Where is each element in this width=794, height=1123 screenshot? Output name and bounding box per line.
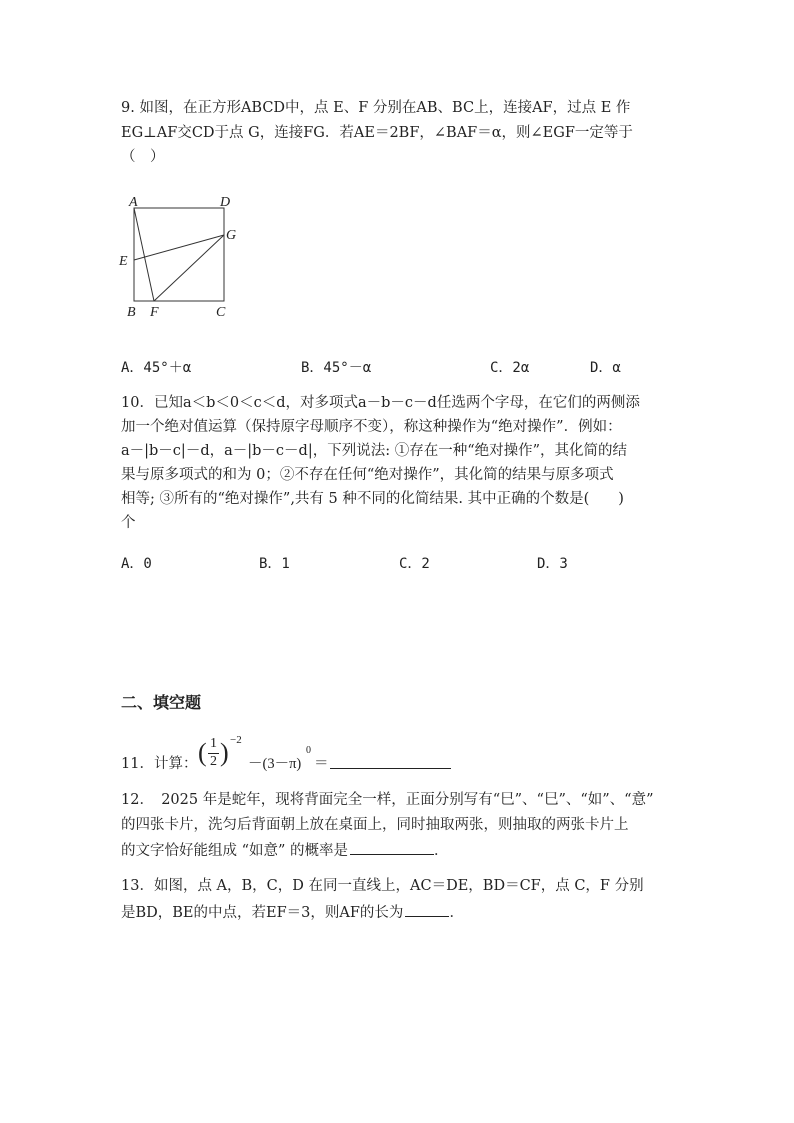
label-a: A (129, 195, 138, 210)
q12-line-3-text: 的文字恰好能组成 “如意” 的概率是 (121, 843, 349, 859)
q12-line-2: 的四张卡片，洗匀后背面朝上放在桌面上，同时抽取两张，则抽取的两张卡片上 (121, 817, 629, 833)
q11-rest: －(3－π) (248, 756, 302, 772)
q13-answer-blank[interactable] (405, 901, 449, 917)
q12-line-1: 12． 2025 年是蛇年，现将背面完全一样，正面分别写有“巳”、“巳”、“如”、“意” (121, 792, 654, 808)
q12-answer-blank[interactable] (350, 839, 434, 855)
q9-option-d[interactable]: D．α (590, 360, 621, 376)
q13-line-2-text: 是BD，BE的中点，若EF＝3，则AF的长为 (121, 905, 404, 921)
label-d: D (220, 195, 231, 210)
q9-line-2: EG⊥AF交CD于点 G，连接FG．若AE＝2BF，∠BAF＝α，则∠EGF一定等于 (121, 125, 633, 141)
q11-left-paren: ( (198, 738, 207, 767)
section-title-fill-blank: 二、填空题 (121, 693, 202, 712)
label-c: C (216, 305, 226, 320)
q10-option-c[interactable]: C．2 (399, 556, 430, 572)
segment-af (134, 208, 154, 301)
q9-option-c[interactable]: C．2α (490, 360, 530, 376)
label-g: G (226, 228, 237, 243)
q11-right-paren: ) (220, 738, 229, 767)
q10-option-b[interactable]: B．1 (259, 556, 290, 572)
q9-square-figure (112, 192, 252, 322)
q13-line-2-end: ． (449, 905, 464, 921)
q10-line-5: 相等; ③所有的“绝对操作”,共有 5 种不同的化简结果. 其中正确的个数是( ) (121, 491, 624, 507)
q10-line-3: a－|b－c|－d，a－|b－c－d|，下列说法: ①存在一种“绝对操作”，其化简的结 (121, 443, 628, 459)
q10-option-a[interactable]: A．0 (121, 556, 152, 572)
q11-frac-den: 2 (210, 754, 217, 769)
q9-line-1: 9. 如图，在正方形ABCD中，点 E、F 分别在AB、BC上，连接AF，过点 E 作 (121, 100, 631, 116)
square-abcd (134, 208, 224, 301)
q9-option-a[interactable]: A．45°＋α (121, 360, 192, 376)
q10-line-4: 果与原多项式的和为 0；②不存在任何“绝对操作”，其化简的结果与原多项式 (121, 467, 614, 483)
q10-line-6: 个 (121, 515, 136, 531)
q12-line-3 (121, 839, 449, 861)
q11-exponent: −2 (230, 734, 242, 746)
q11-prefix: 11．计算： (121, 756, 198, 772)
q11-answer-blank[interactable] (330, 753, 451, 769)
q10-option-d[interactable]: D．3 (537, 556, 568, 572)
q9-option-b[interactable]: B．45°－α (301, 360, 372, 376)
q12-line-3-end: ． (434, 843, 449, 859)
q11-equals: ＝ (314, 756, 329, 772)
label-e: E (119, 254, 128, 269)
q13-line-2 (121, 901, 464, 923)
label-b: B (127, 305, 136, 320)
q10-line-1: 10．已知a＜b＜0＜c＜d，对多项式a－b－c－d任选两个字母，在它们的两侧添 (121, 395, 640, 411)
q10-line-2: 加一个绝对值运算（保持原字母顺序不变），称这种操作为“绝对操作”．例如： (121, 419, 622, 435)
label-f: F (150, 305, 159, 320)
q11-frac-num: 1 (210, 736, 217, 751)
q11-rest-exponent: 0 (306, 745, 311, 756)
q13-line-1: 13．如图，点 A，B，C，D 在同一直线上，AC＝DE，BD＝CF，点 C，F 分别 (121, 878, 644, 894)
q9-line-3: （ ） (121, 149, 165, 165)
